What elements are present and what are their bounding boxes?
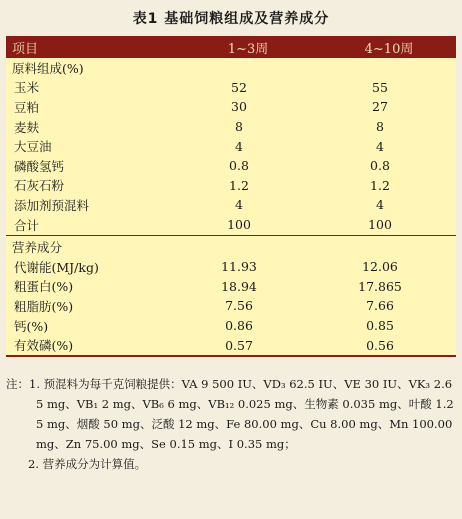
table-notes xyxy=(6,374,458,474)
row-value-2: 1.2 xyxy=(370,177,390,193)
row-value-1: 0.8 xyxy=(229,158,249,174)
row-value-1: 52 xyxy=(231,79,247,95)
row-value-2: 17.865 xyxy=(358,278,402,294)
row-value-2: 0.56 xyxy=(366,337,394,353)
row-value-2: 0.8 xyxy=(370,158,390,174)
row-value-2: 12.06 xyxy=(362,259,398,275)
table-row xyxy=(6,195,456,215)
header-item: 项目 xyxy=(12,41,39,57)
table-row xyxy=(6,156,456,176)
table-header xyxy=(6,36,456,58)
section-label: 原料组成(%) xyxy=(12,60,84,76)
row-value-1: 0.57 xyxy=(225,337,253,353)
row-name: 豆粕 xyxy=(14,99,40,115)
row-value-1: 100 xyxy=(227,217,251,233)
header-period-2: 4~10周 xyxy=(364,41,414,57)
table-row xyxy=(6,117,456,137)
row-value-1: 18.94 xyxy=(221,278,257,294)
row-name: 玉米 xyxy=(14,80,40,96)
row-value-1: 8 xyxy=(235,119,243,135)
table-row xyxy=(6,296,456,316)
row-name: 磷酸氢钙 xyxy=(14,158,65,174)
note-premix: 注：1. 预混料为每千克饲粮提供：VA 9 500 IU、VD₃ 62.5 IU、VE 30 IU、VK₃ 2.65 mg、VB₁ 2 mg、VB₆ 6 mg、VB₁₂ 0.025 mg、生物素 0.035 mg、叶酸 1.25 mg、烟酸 50 mg、泛酸 12 mg、Fe 80.00 mg、Cu 8.00 mg、Mn 100.00 mg、Zn 75.00 mg、Se 0.15 mg、I 0.35 mg； xyxy=(6,377,454,451)
row-name: 钙(%) xyxy=(14,318,49,334)
row-name: 有效磷(%) xyxy=(14,338,74,354)
header-period-1: 1~3周 xyxy=(227,41,269,57)
row-name: 添加剂预混料 xyxy=(14,197,90,213)
section-label: 营养成分 xyxy=(12,240,63,256)
table-row xyxy=(6,277,456,297)
row-name: 麦麸 xyxy=(14,119,40,135)
table-title: 表1 基础饲粮组成及营养成分 xyxy=(132,11,330,27)
row-value-2: 0.85 xyxy=(366,318,394,334)
row-name: 合计 xyxy=(14,217,40,233)
row-value-2: 4 xyxy=(376,197,384,213)
feed-composition-table xyxy=(6,36,456,357)
row-value-2: 27 xyxy=(372,99,388,115)
row-value-2: 7.66 xyxy=(366,298,394,314)
row-value-2: 100 xyxy=(368,217,392,233)
section-nutrients xyxy=(6,237,456,257)
table-row xyxy=(6,176,456,196)
row-name: 粗脂肪(%) xyxy=(14,298,74,314)
table-row xyxy=(6,316,456,336)
section-divider xyxy=(6,235,456,236)
row-name: 代谢能(MJ/kg) xyxy=(14,259,99,275)
table-row xyxy=(6,78,456,98)
row-value-1: 4 xyxy=(235,138,243,154)
row-value-1: 7.56 xyxy=(225,298,253,314)
row-name: 粗蛋白(%) xyxy=(14,279,74,295)
table-body xyxy=(6,58,456,355)
row-value-1: 0.86 xyxy=(225,318,253,334)
row-value-2: 55 xyxy=(372,79,388,95)
section-composition xyxy=(6,58,456,78)
table-row xyxy=(6,136,456,156)
table-row xyxy=(6,97,456,117)
table-row-total xyxy=(6,215,456,235)
row-value-2: 8 xyxy=(376,119,384,135)
row-value-1: 30 xyxy=(231,99,247,115)
row-value-1: 11.93 xyxy=(221,259,257,275)
note-calculated: 2. 营养成分为计算值。 xyxy=(28,457,147,471)
row-value-1: 1.2 xyxy=(229,177,249,193)
table-row xyxy=(6,335,456,355)
row-name: 大豆油 xyxy=(14,139,52,155)
table-row xyxy=(6,257,456,277)
row-name: 石灰石粉 xyxy=(14,178,65,194)
row-value-1: 4 xyxy=(235,197,243,213)
row-value-2: 4 xyxy=(376,138,384,154)
